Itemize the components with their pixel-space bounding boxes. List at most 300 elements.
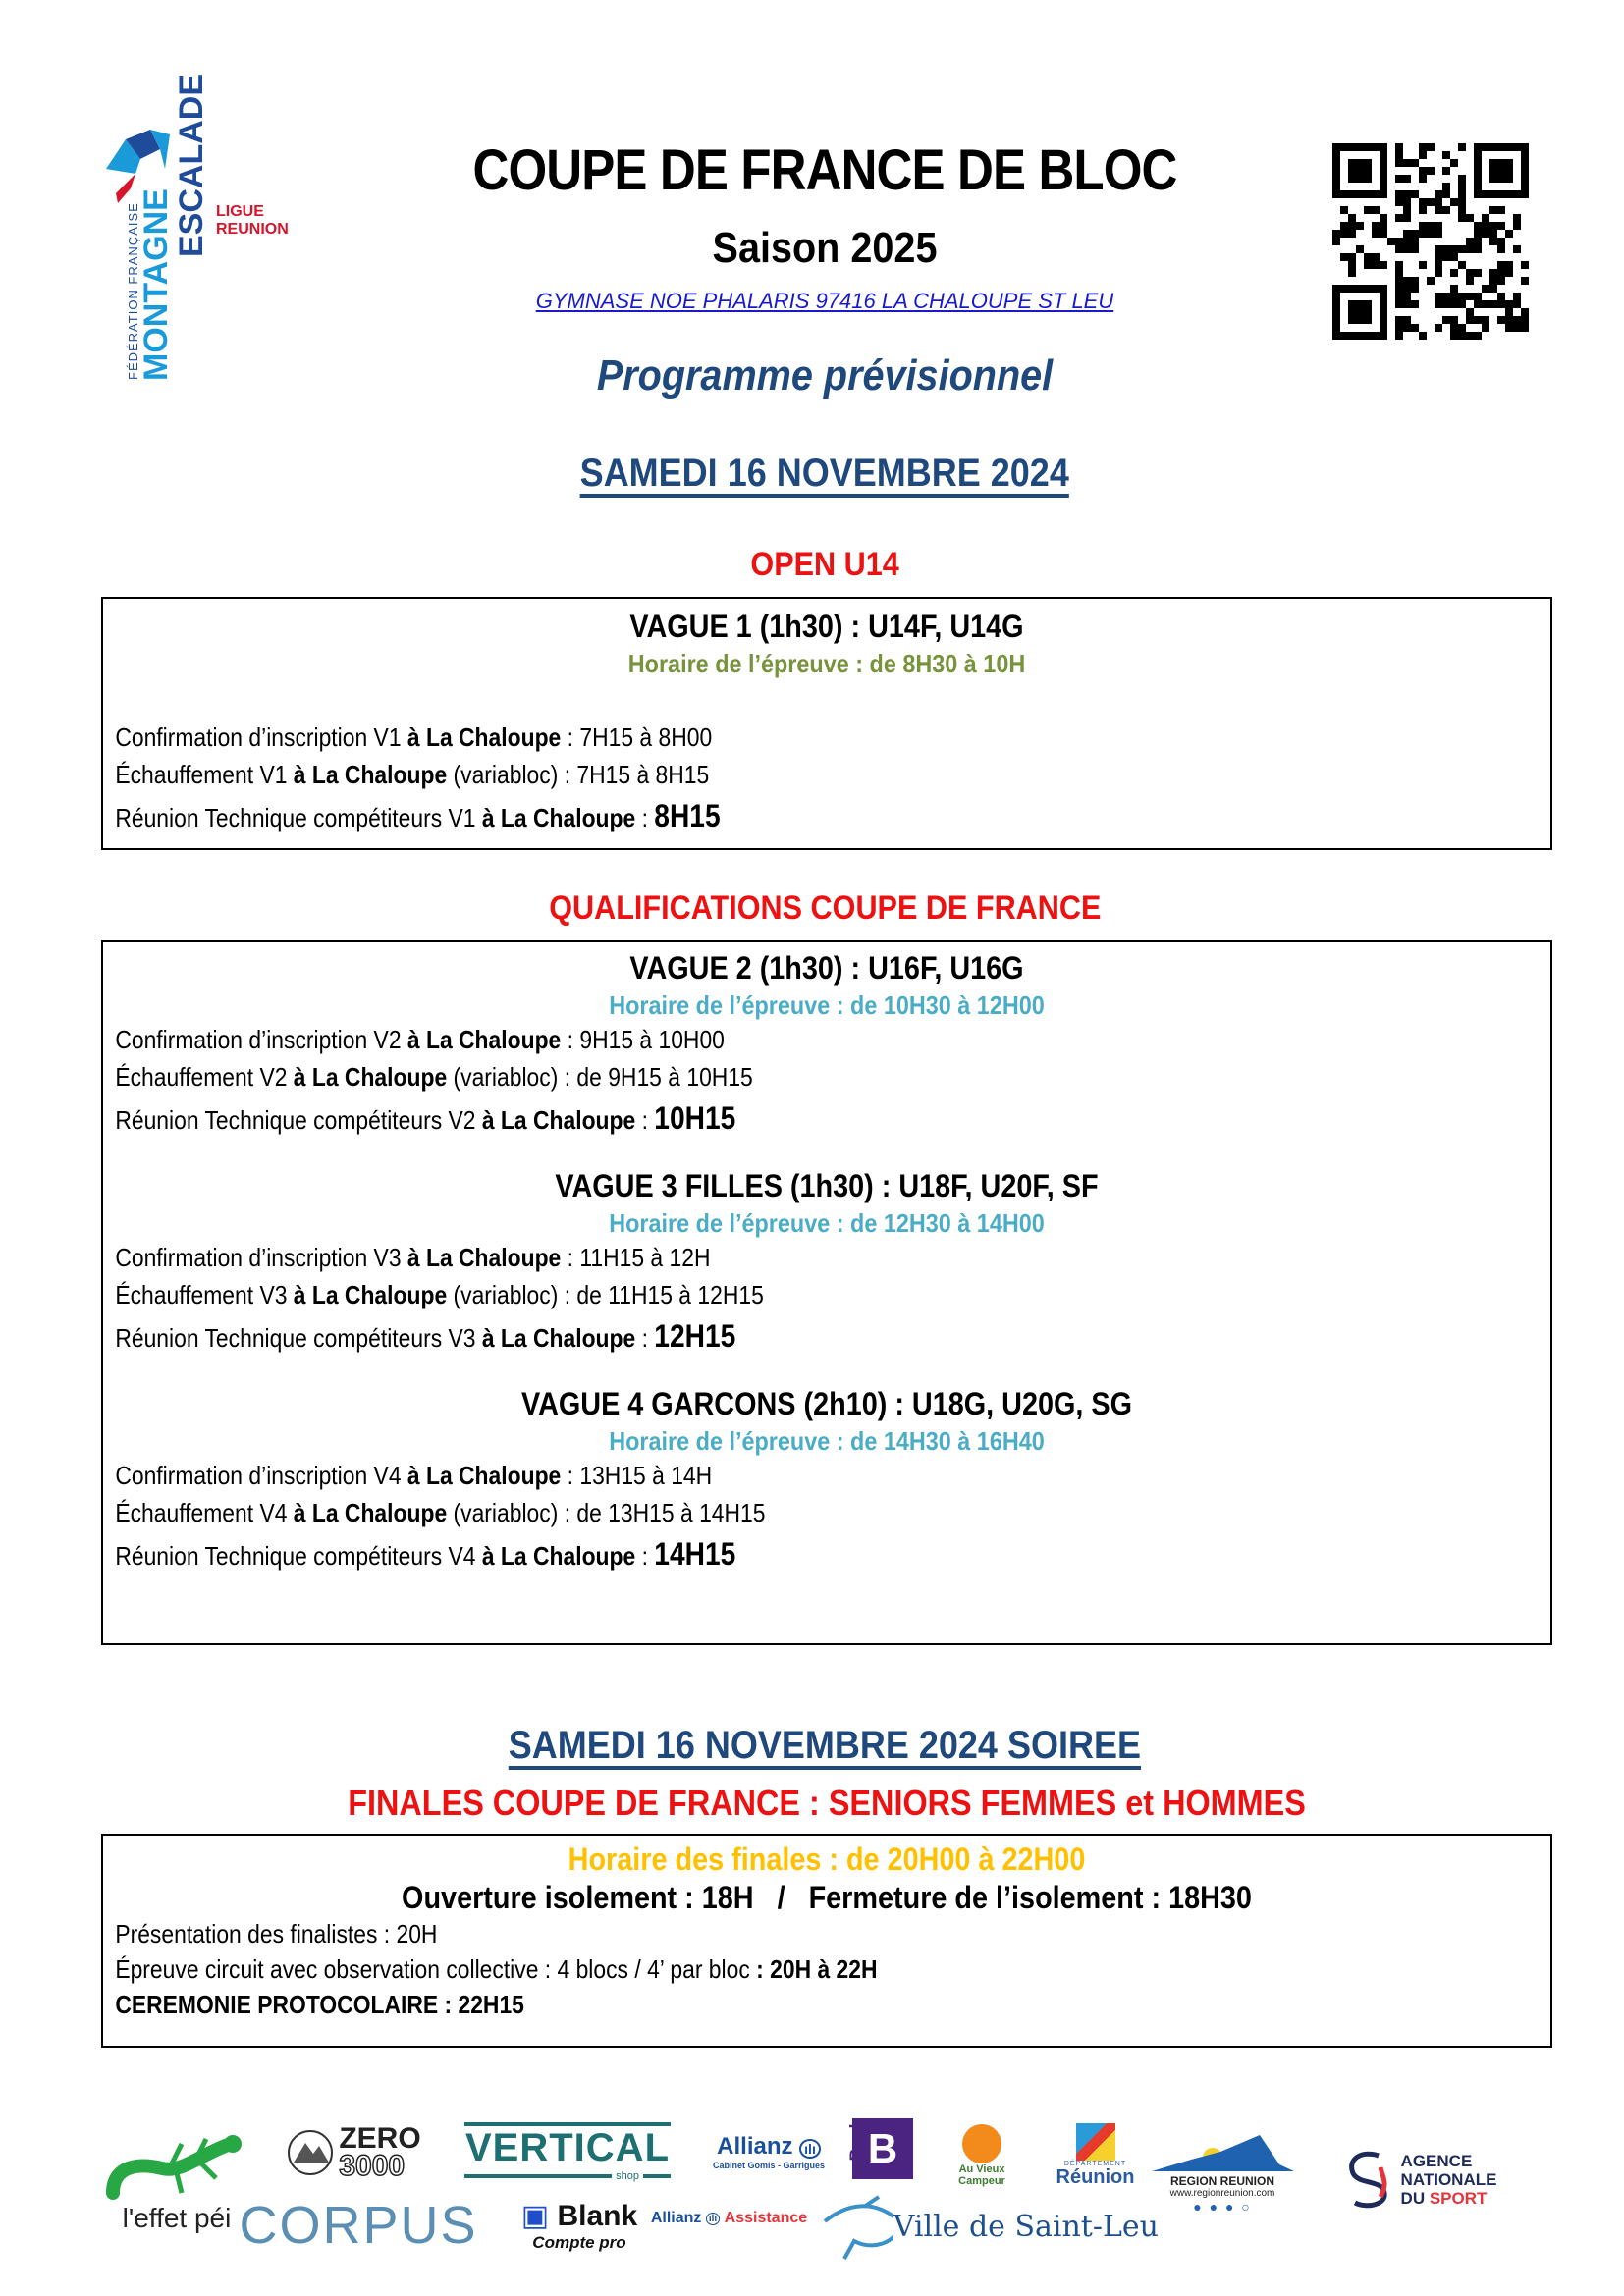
sponsor-zero-3000 bbox=[275, 2120, 432, 2184]
zero-3000-label: ZERO 3000 bbox=[339, 2121, 421, 2182]
qr-module bbox=[1364, 308, 1372, 316]
qualifications-box bbox=[101, 940, 1552, 1645]
sponsor-effet-pei bbox=[98, 2125, 255, 2243]
qr-module bbox=[1411, 245, 1419, 253]
qr-module bbox=[1521, 167, 1529, 175]
qr-module bbox=[1497, 269, 1505, 277]
qr-module bbox=[1356, 300, 1364, 308]
waves-list bbox=[103, 950, 1550, 1575]
qr-module bbox=[1474, 316, 1482, 324]
qr-module bbox=[1474, 332, 1482, 340]
qr-module bbox=[1364, 190, 1372, 198]
qr-module bbox=[1348, 285, 1356, 293]
qr-module bbox=[1521, 183, 1529, 190]
qr-module bbox=[1395, 269, 1403, 277]
qr-module bbox=[1497, 175, 1505, 183]
qr-module bbox=[1466, 214, 1474, 222]
qr-module bbox=[1474, 190, 1482, 198]
wave-block bbox=[103, 950, 1550, 1139]
qr-module bbox=[1380, 222, 1387, 230]
sponsor-vertical-shop: VERTICAL shop bbox=[460, 2120, 676, 2184]
qr-module bbox=[1356, 245, 1364, 253]
qr-module bbox=[1450, 253, 1458, 261]
qr-module bbox=[1380, 190, 1387, 198]
qr-module bbox=[1364, 285, 1372, 293]
qr-module bbox=[1332, 238, 1340, 245]
qr-module bbox=[1380, 332, 1387, 340]
qr-module bbox=[1419, 261, 1427, 269]
qr-module bbox=[1395, 190, 1403, 198]
qr-module bbox=[1505, 230, 1513, 238]
qr-module bbox=[1521, 324, 1529, 332]
qr-module bbox=[1505, 143, 1513, 151]
qr-module bbox=[1497, 277, 1505, 285]
qr-module bbox=[1372, 230, 1380, 238]
qr-module bbox=[1435, 222, 1442, 230]
qr-module bbox=[1442, 253, 1450, 261]
confirmation-line: Confirmation d’inscription V3 à La Chaloupe : 11H15 à 12H bbox=[115, 1243, 711, 1272]
qr-module bbox=[1474, 245, 1482, 253]
qr-module bbox=[1458, 245, 1466, 253]
qr-module bbox=[1364, 143, 1372, 151]
qr-module bbox=[1458, 143, 1466, 151]
qr-module bbox=[1364, 300, 1372, 308]
qr-module bbox=[1395, 332, 1403, 340]
qr-module bbox=[1332, 324, 1340, 332]
qr-module bbox=[1332, 143, 1340, 151]
qr-module bbox=[1466, 277, 1474, 285]
qr-module bbox=[1474, 159, 1482, 167]
qr-module bbox=[1458, 214, 1466, 222]
venue-address bbox=[373, 289, 1276, 314]
qr-module bbox=[1380, 151, 1387, 159]
qr-module bbox=[1458, 198, 1466, 206]
qr-module bbox=[1427, 230, 1435, 238]
qr-module bbox=[1482, 230, 1489, 238]
qr-module bbox=[1364, 253, 1372, 261]
qr-module bbox=[1380, 175, 1387, 183]
qr-module bbox=[1489, 300, 1497, 308]
qr-module bbox=[1356, 285, 1364, 293]
qr-module bbox=[1482, 324, 1489, 332]
qr-module bbox=[1521, 143, 1529, 151]
qr-module bbox=[1458, 190, 1466, 198]
qr-module bbox=[1442, 316, 1450, 324]
qr-module bbox=[1395, 175, 1403, 183]
qr-module bbox=[1521, 316, 1529, 324]
qr-module bbox=[1435, 269, 1442, 277]
qr-module bbox=[1435, 245, 1442, 253]
qr-module bbox=[1427, 143, 1435, 151]
qr-module bbox=[1332, 300, 1340, 308]
qr-module bbox=[1497, 206, 1505, 214]
qr-module bbox=[1348, 230, 1356, 238]
qr-module bbox=[1395, 277, 1403, 285]
qr-module bbox=[1340, 230, 1348, 238]
wave-time: Horaire de l’épreuve : de 12H30 à 14H00 bbox=[609, 1208, 1045, 1238]
qr-module bbox=[1356, 316, 1364, 324]
effet-pei-label: l'effet péi bbox=[122, 2203, 232, 2233]
qr-module bbox=[1513, 214, 1521, 222]
qr-module bbox=[1442, 190, 1450, 198]
qr-module bbox=[1372, 206, 1380, 214]
qr-module bbox=[1380, 183, 1387, 190]
qr-module bbox=[1458, 332, 1466, 340]
qr-module bbox=[1380, 167, 1387, 175]
qr-module bbox=[1497, 316, 1505, 324]
meeting-line: Réunion Technique compétiteurs V4 à La Chaloupe : 14H15 bbox=[115, 1536, 736, 1572]
qr-module bbox=[1340, 222, 1348, 230]
wave-title: VAGUE 2 (1h30) : U16F, U16G bbox=[629, 950, 1024, 986]
qr-module bbox=[1450, 159, 1458, 167]
sponsor-allianz-assistance: Allianz ılı Assistance bbox=[650, 2210, 808, 2226]
programme-heading: Programme prévisionnel bbox=[596, 351, 1054, 400]
qr-module bbox=[1348, 167, 1356, 175]
qr-module bbox=[1521, 277, 1529, 285]
qr-module bbox=[1332, 159, 1340, 167]
qr-module bbox=[1419, 167, 1427, 175]
qr-module bbox=[1458, 183, 1466, 190]
qr-module bbox=[1505, 324, 1513, 332]
evening-heading-text: SAMEDI 16 NOVEMBRE 2024 SOIREE bbox=[508, 1724, 1142, 1767]
qr-module bbox=[1411, 300, 1419, 308]
qr-module bbox=[1340, 285, 1348, 293]
qr-module bbox=[1442, 167, 1450, 175]
qr-module bbox=[1364, 261, 1372, 269]
open-heading-text: OPEN U14 bbox=[750, 546, 899, 583]
sponsor-beal: Beal B bbox=[852, 2118, 913, 2179]
sponsor-blank: ▣ Blank Compte pro bbox=[520, 2199, 638, 2252]
qr-module bbox=[1380, 316, 1387, 324]
warmup-line: Échauffement V3 à La Chaloupe (variabloc) : de 11H15 à 12H15 bbox=[115, 1280, 764, 1309]
qr-module bbox=[1395, 143, 1403, 151]
qr-module bbox=[1466, 332, 1474, 340]
qr-module bbox=[1435, 230, 1442, 238]
qr-module bbox=[1395, 285, 1403, 293]
qr-module bbox=[1450, 269, 1458, 277]
qr-module bbox=[1427, 277, 1435, 285]
qr-module bbox=[1403, 214, 1411, 222]
wave-time: Horaire de l’épreuve : de 10H30 à 12H00 bbox=[609, 990, 1045, 1020]
qr-module bbox=[1332, 316, 1340, 324]
qr-module bbox=[1497, 238, 1505, 245]
qr-module bbox=[1332, 230, 1340, 238]
sponsor-corpus: CORPUS bbox=[239, 2196, 478, 2255]
qr-module bbox=[1505, 269, 1513, 277]
qr-module bbox=[1380, 293, 1387, 300]
qr-module bbox=[1497, 245, 1505, 253]
qr-module bbox=[1372, 222, 1380, 230]
qr-module bbox=[1521, 190, 1529, 198]
qr-module bbox=[1332, 151, 1340, 159]
qr-module bbox=[1466, 245, 1474, 253]
qr-module bbox=[1458, 324, 1466, 332]
montagne-label: MONTAGNE bbox=[137, 188, 175, 381]
qr-module bbox=[1395, 293, 1403, 300]
reunion-label: REUNION bbox=[216, 221, 289, 238]
qr-module bbox=[1356, 308, 1364, 316]
day-heading-text: SAMEDI 16 NOVEMBRE 2024 bbox=[579, 452, 1070, 495]
qr-module bbox=[1442, 293, 1450, 300]
circuit-line: Épreuve circuit avec observation collective : 4 blocs / 4’ par bloc : 20H à 22H bbox=[115, 1954, 878, 1984]
qualif-section-heading bbox=[373, 889, 1276, 928]
qr-module bbox=[1380, 143, 1387, 151]
warmup-line: Échauffement V4 à La Chaloupe (variabloc) : de 13H15 à 14H15 bbox=[115, 1498, 766, 1527]
qr-module bbox=[1442, 151, 1450, 159]
qr-module bbox=[1411, 159, 1419, 167]
finals-time: Horaire des finales : de 20H00 à 22H00 bbox=[568, 1842, 1086, 1877]
qr-module bbox=[1356, 143, 1364, 151]
qr-module bbox=[1521, 308, 1529, 316]
qr-module bbox=[1497, 143, 1505, 151]
sponsor-ville-saint-leu bbox=[820, 2187, 1159, 2266]
qr-module bbox=[1474, 175, 1482, 183]
mountain-circle-icon bbox=[286, 2128, 335, 2177]
qr-module bbox=[1474, 183, 1482, 190]
sponsor-agence-nationale-sport: AGENCE NATIONALE DU SPORT bbox=[1316, 2140, 1522, 2218]
qr-module bbox=[1450, 324, 1458, 332]
qr-module bbox=[1348, 253, 1356, 261]
qr-module bbox=[1497, 167, 1505, 175]
wave-title: VAGUE 4 GARCONS (2h10) : U18G, U20G, SG bbox=[520, 1386, 1133, 1421]
qr-module bbox=[1387, 238, 1395, 245]
qr-module bbox=[1356, 190, 1364, 198]
qr-module bbox=[1497, 261, 1505, 269]
qr-module bbox=[1411, 238, 1419, 245]
qr-module bbox=[1403, 285, 1411, 293]
qr-module bbox=[1505, 300, 1513, 308]
qr-module bbox=[1356, 332, 1364, 340]
qr-module bbox=[1348, 175, 1356, 183]
qr-module bbox=[1513, 293, 1521, 300]
qr-module bbox=[1356, 222, 1364, 230]
qr-module bbox=[1348, 222, 1356, 230]
qr-module bbox=[1489, 285, 1497, 293]
qr-module bbox=[1474, 230, 1482, 238]
qr-code-icon[interactable] bbox=[1332, 143, 1529, 340]
qr-module bbox=[1489, 277, 1497, 285]
qr-module bbox=[1482, 190, 1489, 198]
qr-module bbox=[1403, 190, 1411, 198]
qr-module bbox=[1474, 269, 1482, 277]
qr-module bbox=[1403, 206, 1411, 214]
qr-module bbox=[1403, 238, 1411, 245]
sponsor-region-reunion: REGION REUNION www.regionreunion.com ● ● ● ○ bbox=[1149, 2115, 1296, 2228]
qr-module bbox=[1482, 143, 1489, 151]
ceremony-line: CEREMONIE PROTOCOLAIRE : 22H15 bbox=[115, 1990, 524, 2019]
qr-module bbox=[1513, 222, 1521, 230]
qr-module bbox=[1403, 277, 1411, 285]
qr-module bbox=[1489, 175, 1497, 183]
qr-module bbox=[1513, 190, 1521, 198]
qr-module bbox=[1411, 230, 1419, 238]
qr-module bbox=[1380, 324, 1387, 332]
qr-module bbox=[1427, 167, 1435, 175]
finals-section-heading bbox=[101, 1783, 1552, 1824]
qr-module bbox=[1403, 293, 1411, 300]
qr-module bbox=[1474, 238, 1482, 245]
qr-module bbox=[1435, 198, 1442, 206]
qr-module bbox=[1466, 238, 1474, 245]
qr-module bbox=[1489, 206, 1497, 214]
qr-module bbox=[1403, 230, 1411, 238]
qr-module bbox=[1403, 316, 1411, 324]
confirmation-line: Confirmation d’inscription V1 à La Chaloupe : 7H15 à 8H00 bbox=[115, 722, 713, 752]
qr-module bbox=[1380, 285, 1387, 293]
qr-module bbox=[1474, 143, 1482, 151]
qr-module bbox=[1474, 167, 1482, 175]
qr-module bbox=[1505, 261, 1513, 269]
qr-module bbox=[1435, 300, 1442, 308]
qr-module bbox=[1497, 300, 1505, 308]
qr-module bbox=[1521, 159, 1529, 167]
warmup-line: Échauffement V2 à La Chaloupe (variabloc) : de 9H15 à 10H15 bbox=[115, 1062, 753, 1092]
qr-module bbox=[1364, 332, 1372, 340]
finals-heading-text: FINALES COUPE DE FRANCE : SENIORS FEMMES et HOMMES bbox=[348, 1783, 1306, 1823]
qr-module bbox=[1458, 206, 1466, 214]
qr-module bbox=[1419, 198, 1427, 206]
qr-module bbox=[1403, 300, 1411, 308]
qr-module bbox=[1395, 245, 1403, 253]
qr-module bbox=[1474, 222, 1482, 230]
qr-module bbox=[1356, 159, 1364, 167]
sponsor-allianz-cabinet: Allianz ılı Cabinet Gomis - Garrigues bbox=[712, 2133, 826, 2170]
qr-module bbox=[1332, 175, 1340, 183]
saint-leu-label: Ville de Saint-Leu bbox=[893, 2209, 1159, 2244]
qr-module bbox=[1340, 190, 1348, 198]
qr-module bbox=[1403, 324, 1411, 332]
qr-module bbox=[1419, 230, 1427, 238]
qr-module bbox=[1489, 159, 1497, 167]
qr-module bbox=[1466, 308, 1474, 316]
qr-module bbox=[1348, 214, 1356, 222]
day-heading bbox=[373, 452, 1276, 496]
qr-module bbox=[1435, 206, 1442, 214]
evening-heading bbox=[275, 1724, 1375, 1768]
qr-module bbox=[1482, 285, 1489, 293]
qr-module bbox=[1435, 190, 1442, 198]
qr-module bbox=[1435, 253, 1442, 261]
confirmation-line: Confirmation d’inscription V2 à La Chaloupe : 9H15 à 10H00 bbox=[115, 1025, 725, 1054]
venue-link[interactable]: GYMNASE NOE PHALARIS 97416 LA CHALOUPE ST LEU bbox=[535, 289, 1114, 313]
qr-module bbox=[1364, 159, 1372, 167]
qr-module bbox=[1442, 206, 1450, 214]
qr-module bbox=[1489, 238, 1497, 245]
escalade-label: ESCALADE bbox=[173, 73, 210, 257]
qr-module bbox=[1497, 222, 1505, 230]
qr-module bbox=[1450, 285, 1458, 293]
finals-box bbox=[101, 1834, 1552, 2048]
qr-module bbox=[1364, 316, 1372, 324]
qr-module bbox=[1372, 261, 1380, 269]
qr-module bbox=[1489, 222, 1497, 230]
wave-title: VAGUE 3 FILLES (1h30) : U18F, U20F, SF bbox=[555, 1168, 1099, 1203]
qr-module bbox=[1435, 261, 1442, 269]
page-title: COUPE DE FRANCE DE BLOC bbox=[472, 138, 1177, 202]
qr-module bbox=[1332, 183, 1340, 190]
qr-module bbox=[1348, 159, 1356, 167]
qr-module bbox=[1474, 293, 1482, 300]
qr-module bbox=[1395, 214, 1403, 222]
qr-module bbox=[1435, 324, 1442, 332]
qr-module bbox=[1395, 261, 1403, 269]
qr-module bbox=[1458, 300, 1466, 308]
qr-module bbox=[1450, 293, 1458, 300]
qr-module bbox=[1372, 143, 1380, 151]
qr-module bbox=[1356, 175, 1364, 183]
social-icons: ● ● ● ○ bbox=[1193, 2198, 1252, 2215]
qualif-heading-text: QUALIFICATIONS COUPE DE FRANCE bbox=[548, 889, 1102, 927]
qr-module bbox=[1505, 175, 1513, 183]
qr-module bbox=[1482, 300, 1489, 308]
qr-module bbox=[1458, 261, 1466, 269]
ligue-label: LIGUE bbox=[216, 203, 264, 220]
qr-module bbox=[1474, 151, 1482, 159]
qr-module bbox=[1372, 190, 1380, 198]
qr-module bbox=[1419, 332, 1427, 340]
sponsor-au-vieux-campeur: Au Vieux Campeur bbox=[943, 2118, 1021, 2192]
qr-module bbox=[1489, 230, 1497, 238]
qr-module bbox=[1489, 143, 1497, 151]
qr-module bbox=[1411, 324, 1419, 332]
qr-module bbox=[1505, 167, 1513, 175]
qr-module bbox=[1505, 308, 1513, 316]
qr-module bbox=[1450, 300, 1458, 308]
wave-block bbox=[103, 1386, 1550, 1575]
qr-module bbox=[1403, 198, 1411, 206]
qr-module bbox=[1450, 332, 1458, 340]
season-subtitle: Saison 2025 bbox=[712, 224, 938, 272]
qr-module bbox=[1348, 269, 1356, 277]
qr-module bbox=[1348, 190, 1356, 198]
qr-module bbox=[1521, 151, 1529, 159]
qr-module bbox=[1419, 222, 1427, 230]
qr-module bbox=[1332, 167, 1340, 175]
qr-module bbox=[1340, 143, 1348, 151]
qr-module bbox=[1435, 293, 1442, 300]
qr-module bbox=[1395, 300, 1403, 308]
qr-module bbox=[1513, 143, 1521, 151]
qr-module bbox=[1332, 308, 1340, 316]
qr-module bbox=[1348, 316, 1356, 324]
qr-module bbox=[1521, 261, 1529, 269]
qr-module bbox=[1458, 175, 1466, 183]
qr-module bbox=[1364, 167, 1372, 175]
qr-module bbox=[1411, 190, 1419, 198]
region-mountain-icon bbox=[1152, 2130, 1294, 2174]
presentation-line: Présentation des finalistes : 20H bbox=[115, 1919, 438, 1949]
qr-module bbox=[1348, 143, 1356, 151]
qr-module bbox=[1497, 159, 1505, 167]
turtle-icon bbox=[820, 2192, 893, 2261]
qr-module bbox=[1332, 332, 1340, 340]
qr-module bbox=[1403, 175, 1411, 183]
qr-module bbox=[1380, 308, 1387, 316]
qr-module bbox=[1411, 277, 1419, 285]
qr-module bbox=[1505, 159, 1513, 167]
departement-r-icon bbox=[1076, 2123, 1115, 2161]
qr-module bbox=[1340, 253, 1348, 261]
meeting-line: Réunion Technique compétiteurs V3 à La Chaloupe : 12H15 bbox=[115, 1318, 736, 1354]
qr-module bbox=[1513, 300, 1521, 308]
qr-module bbox=[1403, 245, 1411, 253]
qr-module bbox=[1521, 175, 1529, 183]
qr-module bbox=[1411, 285, 1419, 293]
qr-module bbox=[1474, 300, 1482, 308]
ffme-ligue-reunion-logo bbox=[106, 31, 302, 385]
qr-module bbox=[1513, 316, 1521, 324]
campeur-icon bbox=[962, 2124, 1001, 2163]
